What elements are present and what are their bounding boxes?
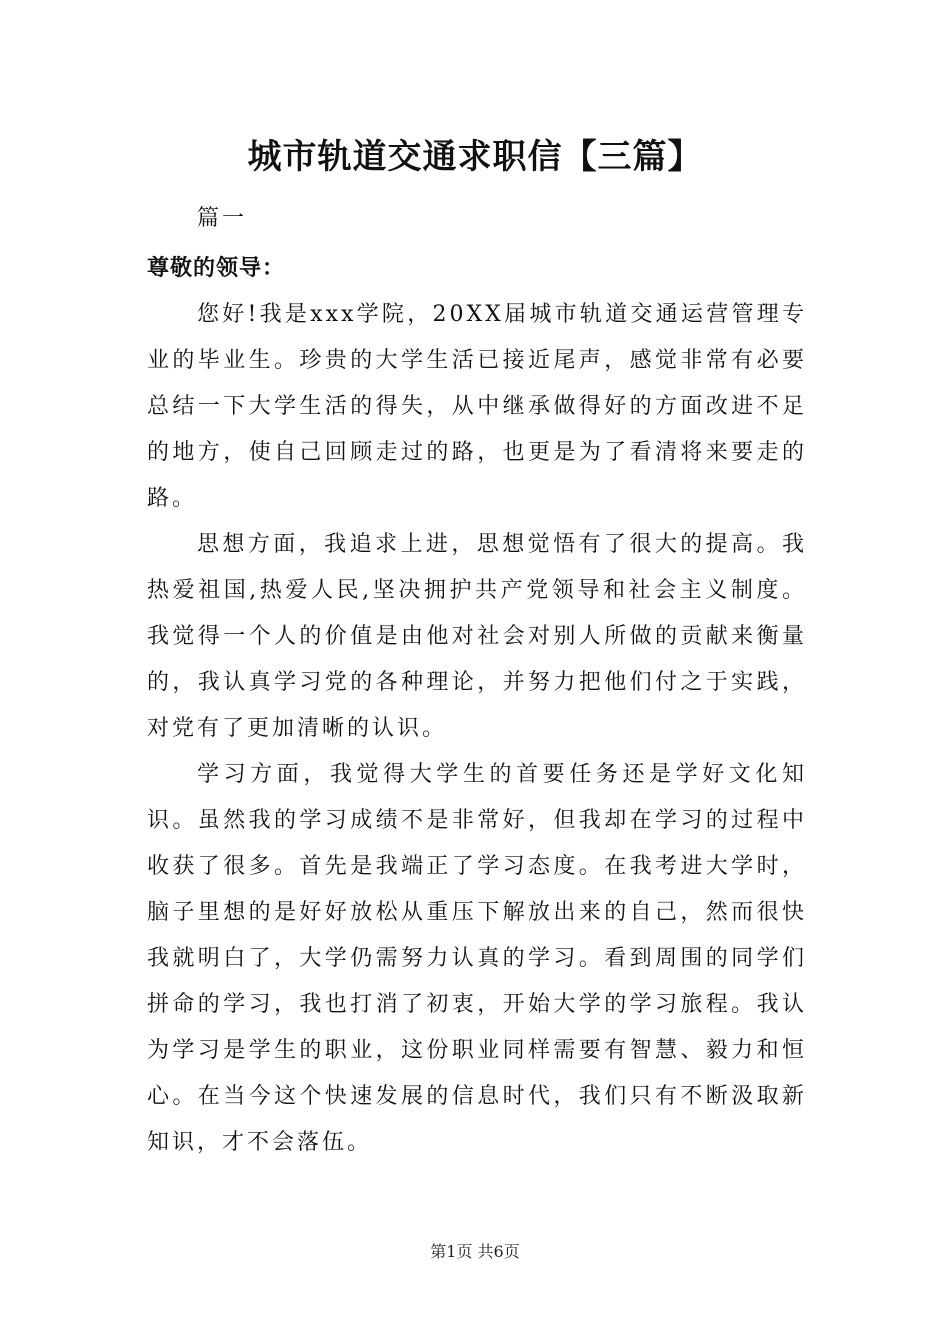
document-body bbox=[147, 196, 807, 1166]
paragraph-ideology: 思想方面，我追求上进，思想觉悟有了很大的提高。我热爱祖国,热爱人民,坚决拥护共产党领导和社会主义制度。我觉得一个人的价值是由他对社会对别人所做的贡献来衡量的，我认真学习党的各种理论，并努力把他们付之于实践，对党有了更加清晰的认识。 bbox=[147, 532, 807, 741]
page-footer: 第1页 共6页 bbox=[430, 1242, 520, 1261]
salutation: 尊敬的领导： bbox=[147, 256, 286, 281]
section-label: 篇一 bbox=[197, 206, 248, 231]
paragraph-study: 学习方面，我觉得大学生的首要任务还是学好文化知识。虽然我的学习成绩不是非常好，但我却在学习的过程中收获了很多。首先是我端正了学习态度。在我考进大学时，脑子里想的是好好放松从重压下解放出来的自己，然而很快我就明白了，大学仍需努力认真的学习。看到周围的同学们拼命的学习，我也打消了初衷，开始大学的学习旅程。我认为学习是学生的职业，这份职业同样需要有智慧、毅力和恒心。在当今这个快速发展的信息时代，我们只有不断汲取新知识，才不会落伍。 bbox=[147, 762, 807, 1155]
paragraph-intro: 您好!我是xxx学院，20XX届城市轨道交通运营管理专业的毕业生。珍贵的大学生活已接近尾声，感觉非常有必要总结一下大学生活的得失，从中继承做得好的方面改进不足的地方，使自己回顾走过的路，也更是为了看清将来要走的路。 bbox=[147, 302, 807, 511]
document-title: 城市轨道交通求职信【三篇】 bbox=[247, 137, 703, 177]
